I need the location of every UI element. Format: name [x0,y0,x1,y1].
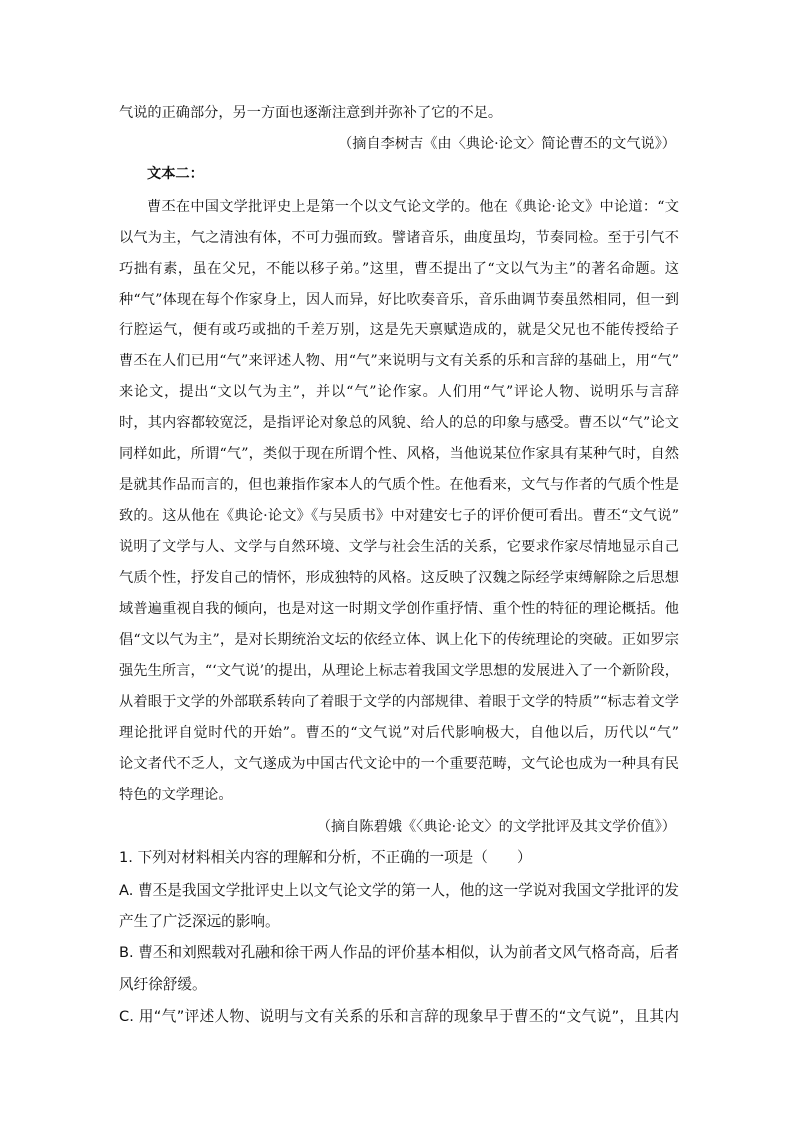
option-a-line2: 产生了广泛深远的影响。 [119,913,280,930]
body-line: 行腔运气，便有或巧或拙的千差万别，这是先天禀赋造成的，就是父兄也不能传授给子 [119,322,679,338]
body-line: 种“气”体现在每个作家身上，因人而异，好比吹奏音乐，音乐曲调节奏虽然相同，但一到 [119,292,679,308]
body-line: 致的。这从他在《典论·论文》《与吴质书》中对建安七子的评价便可看出。曹丕“文气说” [119,508,679,524]
body-line: 巧拙有素，虽在父兄，不能以移子弟。”这里，曹丕提出了“文以气为主”的著名命题。这 [119,261,679,277]
body-line: 以气为主，气之清浊有体，不可力强而致。譬诸音乐，曲度虽均，节奏同检。至于引气不 [119,230,679,246]
question-stem: 1. 下列对材料相关内容的理解和分析，不正确的一项是（ ） [119,849,532,866]
body-line: 倡“文以气为主”，是对长期统治文坛的依经立体、讽上化下的传统理论的突破。正如罗宗 [119,632,679,648]
body-line: 是就其作品而言的，但也兼指作家本人的气质个性。在他看来，文气与作者的气质个性是 [119,477,679,493]
option-b-line1: B. 曹丕和刘熙载对孔融和徐干两人作品的评价基本相似，认为前者文风气格奇高，后者 [119,944,679,961]
body-line: 曹丕在中国文学批评史上是第一个以文气论文学的。他在《典论·论文》中论道：“文 [147,199,679,215]
body-line: 域普遍重视自我的倾向，也是对这一时期文学创作重抒情、重个性的特征的理论概括。他 [119,601,679,617]
body-line: 同样如此，所谓“气”，类似于现在所谓个性、风格，当他说某位作家具有某种气时，自然 [119,446,679,462]
option-a-line1: A. 曹丕是我国文学批评史上以文气论文学的第一人，他的这一学说对我国文学批评的发 [119,882,679,899]
body-line: 论文者代不乏人，文气遂成为中国古代文论中的一个重要范畴，文气论也成为一种具有民 [119,756,679,772]
text2-heading: 文本二： [147,166,204,182]
option-b-line2: 风纡徐舒缓。 [119,976,207,993]
body-line: 特色的文学理论。 [119,787,233,803]
body-line: 强先生所言，“‘文气说’的提出，从理论上标志着我国文学思想的发展进入了一个新阶段， [119,663,679,679]
body-line: 理论批评自觉时代的开始”。曹丕的“文气说”对后代影响极大，自他以后，历代以“气” [119,725,679,741]
body-line: 说明了文学与人、文学与自然环境、文学与社会生活的关系，它要求作家尽情地显示自己 [119,539,679,555]
text2-citation: （摘自陈碧娥《〈典论·论文〉的文学批评及其文学价值》） [316,819,676,835]
body-line: 时，其内容都较宽泛，是指评论对象总的风貌、给人的总的印象与感受。曹丕以“气”论文 [119,415,679,431]
body-line: 气质个性，抒发自己的情怀，形成独特的风格。这反映了汉魏之际经学束缚解除之后思想 [119,570,679,586]
text1-citation: （摘自李树吉《由〈典论·论文〉简论曹丕的文气说》） [338,136,676,152]
body-line: 从着眼于文学的外部联系转向了着眼于文学的内部规律、着眼于文学的特质”“标志着文学 [119,694,679,710]
body-line: 曹丕在人们已用“气”来评述人物、用“气”来说明与文有关系的乐和言辞的基础上，用“气” [119,353,679,369]
body-line: 来论文，提出“文以气为主”，并以“气”论作家。人们用“气”评论人物、说明乐与言辞 [119,384,679,400]
text1-last-line: 气说的正确部分，另一方面也逐渐注意到并弥补了它的不足。 [119,105,503,121]
option-c-line1: C. 用“气”评述人物、说明与文有关系的乐和言辞的现象早于曹丕的“文气说”，且其内 [119,1008,679,1025]
